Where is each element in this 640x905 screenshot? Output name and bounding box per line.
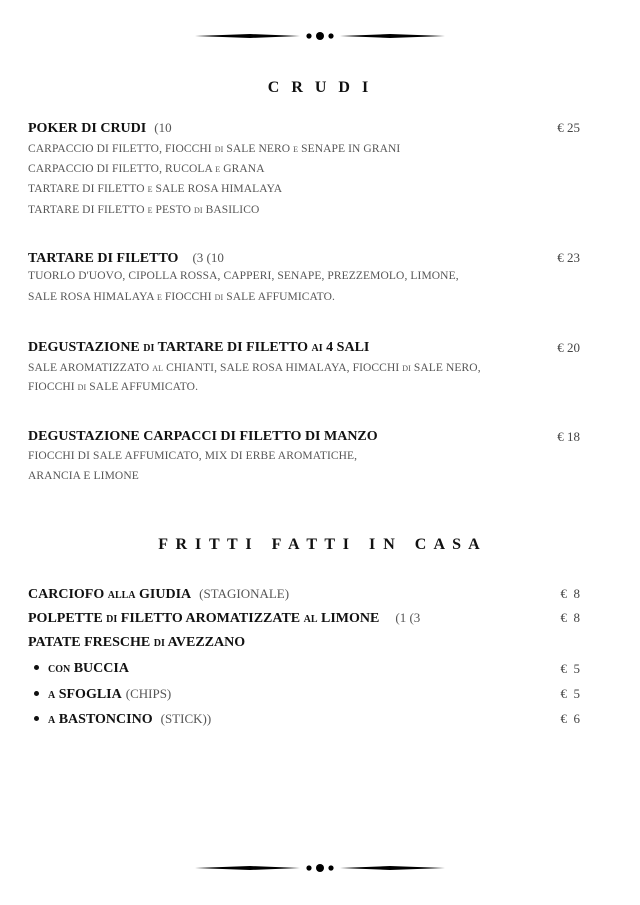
list-item: a SFOGLIA (CHIPS) <box>28 686 171 703</box>
item-desc: SALE ROSA HIMALAYA e FIOCCHI di SALE AFFUMICATO. <box>28 291 335 303</box>
bullet-icon <box>34 665 39 670</box>
item-name: TARTARE DI FILETTO (3 (10 <box>28 250 224 266</box>
item-desc: ARANCIA E LIMONE <box>28 470 139 482</box>
item-desc: SALE AROMATIZZATO al CHIANTI, SALE ROSA HIMALAYA, FIOCCHI di SALE NERO, <box>28 362 481 374</box>
item-price: € 23 <box>557 250 580 265</box>
bullet-icon <box>34 716 39 721</box>
ornament-divider-top <box>195 30 445 42</box>
list-item: con BUCCIA <box>28 661 129 677</box>
item-name: PATATE FRESCHE di AVEZZANO <box>28 635 246 650</box>
section-title-crudi: C R U D I <box>267 79 373 96</box>
item-name: CARCIOFO alla GIUDIA (STAGIONALE) <box>28 586 290 602</box>
item-price: € 20 <box>557 340 580 355</box>
item-price: € 8 <box>560 586 580 601</box>
item-name: DEGUSTAZIONE CARPACCI DI FILETTO DI MANZO <box>28 429 378 444</box>
item-price: € 5 <box>560 661 580 676</box>
bullet-icon <box>34 691 39 696</box>
item-name: POKER DI CRUDI (10 <box>28 120 172 136</box>
item-desc: FIOCCHI DI SALE AFFUMICATO, MIX DI ERBE AROMATICHE, <box>28 450 358 462</box>
item-desc: CARPACCIO DI FILETTO, RUCOLA e GRANA <box>28 163 265 175</box>
item-price: € 25 <box>557 120 580 135</box>
item-price: € 8 <box>560 610 580 625</box>
item-desc: TARTARE DI FILETTO e PESTO di BASILICO <box>28 204 260 216</box>
item-desc: FIOCCHI di SALE AFFUMICATO. <box>28 381 199 393</box>
item-desc: TARTARE DI FILETTO e SALE ROSA HIMALAYA <box>28 183 283 195</box>
item-name: POLPETTE di FILETTO AROMATIZZATE al LIMONE (1 (3 <box>28 610 421 626</box>
item-desc: TUORLO D'UOVO, CIPOLLA ROSSA, CAPPERI, SENAPE, PREZZEMOLO, LIMONE, <box>28 270 459 282</box>
list-item: a BASTONCINO (STICK)) <box>28 711 211 728</box>
item-price: € 5 <box>560 686 580 701</box>
ornament-divider-bottom <box>195 862 445 874</box>
item-name: DEGUSTAZIONE di TARTARE DI FILETTO ai 4 SALI <box>28 340 370 355</box>
item-price: € 6 <box>560 711 580 726</box>
item-desc: CARPACCIO DI FILETTO, FIOCCHI di SALE NERO e SENAPE IN GRANI <box>28 143 401 155</box>
section-title-fritti: F R I T T I F A T T I I N C A S A <box>158 536 482 553</box>
item-price: € 18 <box>557 429 580 444</box>
